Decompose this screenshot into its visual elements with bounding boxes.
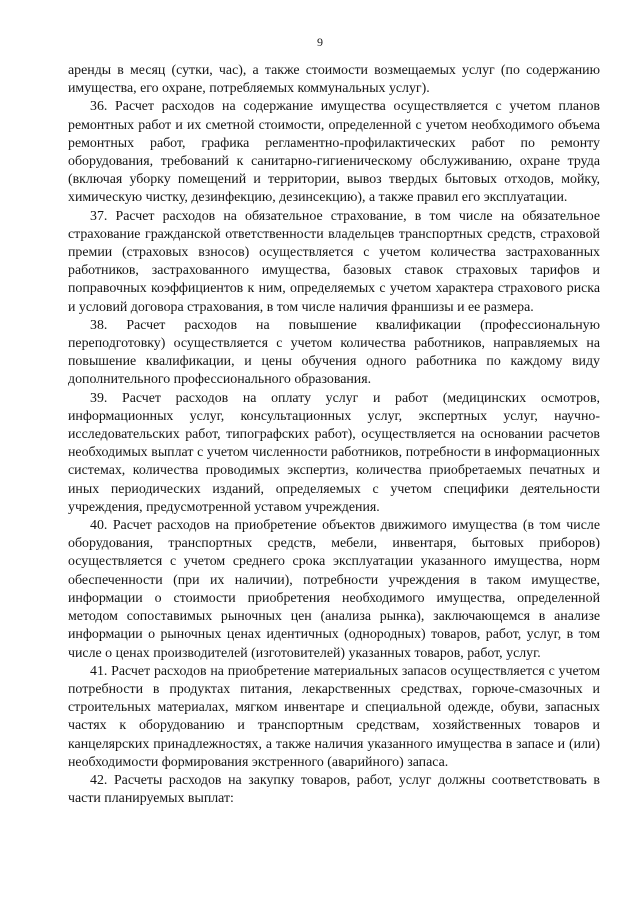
paragraph-40: 40. Расчет расходов на приобретение объектов движимого имущества (в том числе оборудования, транспортных средств, мебели, инвентаря, бытовых приборов) осуществляется с учетом среднего срока эксплуатации указанного имущества, норм обеспеченности (при их наличии), потребности учреждения в таком имуществе, информации о стоимости приобретения необходимого имущества, определенной методом сопоставимых рыночных цен (анализа рынка), заключающемся в анализе информации о рыночных ценах идентичных (однородных) товаров, работ, услуг, в том числе о ценах производителей (изготовителей) указанных товаров, работ, услуг. — [68, 518, 600, 661]
paragraph-39: 39. Расчет расходов на оплату услуг и работ (медицинских осмотров, информационных услуг, консультационных услуг, экспертных услуг, научно-исследовательских работ, типографских работ), осуществляется на основании расчетов необходимых выплат с учетом численности работников, потребности в информационных системах, количества проводимых экспертиз, количества приобретаемых печатных и иных периодических изданий, определяемых с учетом специфики деятельности учреждения, предусмотренной уставом учреждения. — [68, 390, 600, 515]
page-number: 9 — [317, 35, 323, 49]
paragraph-38: 38. Расчет расходов на повышение квалификации (профессиональную переподготовку) осуществляется с учетом количества работников, направляемых на повышение квалификации, и цены обучения одного работника по каждому виду дополнительного профессионального образования. — [68, 317, 600, 388]
paragraph-continuation: аренды в месяц (сутки, час), а также стоимости возмещаемых услуг (по содержанию имущества, его охране, потребляемых коммунальных услуг). — [68, 63, 600, 97]
paragraph-36: 36. Расчет расходов на содержание имущества осуществляется с учетом планов ремонтных работ и их сметной стоимости, определенной с учетом необходимого объема ремонтных работ, графика регламентно-профилактических работ по ремонту оборудования, требований к санитарно-гигиеническому обслуживанию, охране труда (включая уборку помещений и территории, вывоз твердых бытовых отходов, мойку, химическую чистку, дезинфекцию, дезинсекцию), а также правил его эксплуатации. — [68, 99, 600, 206]
document-body — [68, 62, 600, 808]
paragraph-42: 42. Расчеты расходов на закупку товаров, работ, услуг должны соответствовать в части планируемых выплат: — [68, 772, 600, 807]
paragraph-37: 37. Расчет расходов на обязательное страхование, в том числе на обязательное страхование гражданской ответственности владельцев транспортных средств, страховой премии (страховых взносов) осуществляется с учетом количества застрахованных работников, застрахованного имущества, базовых ставок страховых тарифов и поправочных коэффициентов к ним, определяемых с учетом характера страхового риска и условий договора страхования, в том числе наличия франшизы и ее размера. — [68, 208, 600, 315]
paragraph-41: 41. Расчет расходов на приобретение материальных запасов осуществляется с учетом потребности в продуктах питания, лекарственных средствах, горюче-смазочных и строительных материалах, мягком инвентаре и специальной одежде, обуви, запасных частях к оборудованию и транспортным средствам, хозяйственных товаров и канцелярских принадлежностях, а также наличия указанного имущества в запасе и (или) необходимости формирования экстренного (аварийного) запаса. — [68, 663, 600, 770]
